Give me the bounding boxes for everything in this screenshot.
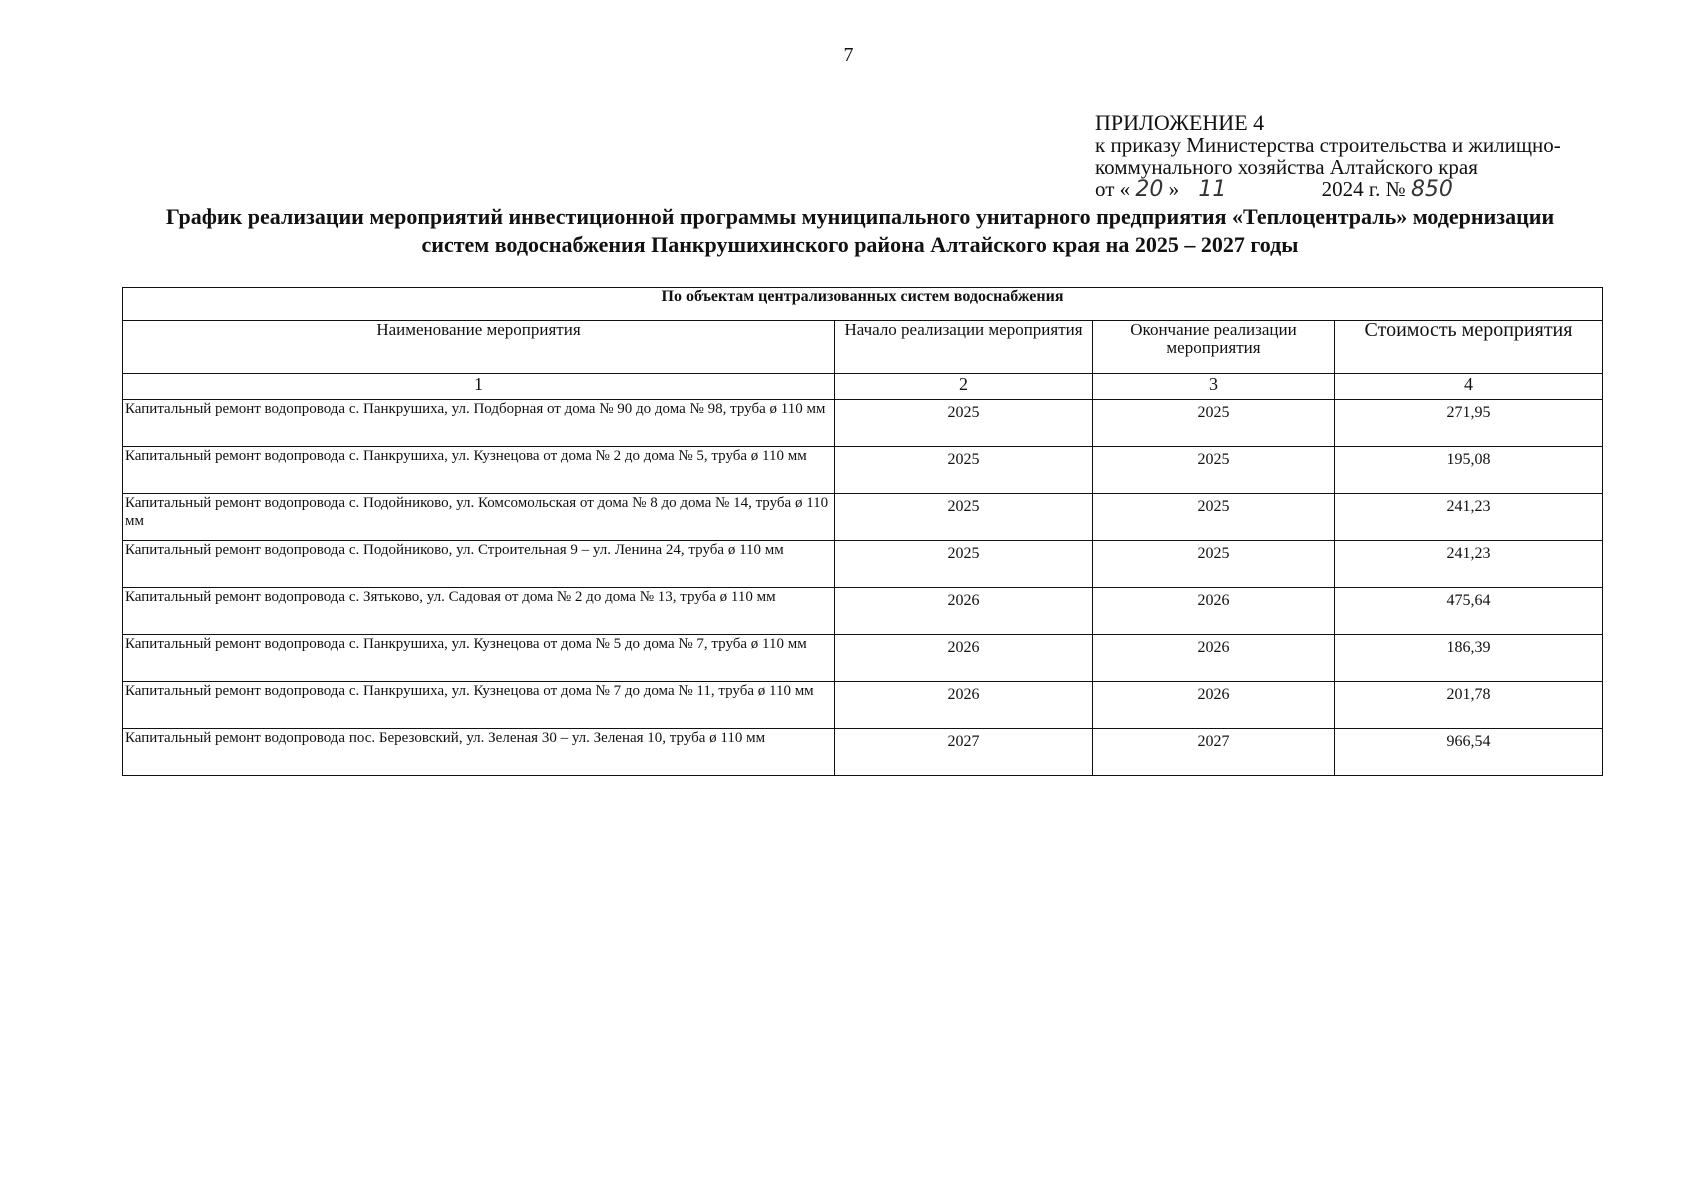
appendix-date-line bbox=[1095, 178, 1561, 201]
order-number: 850 bbox=[1410, 177, 1453, 202]
section-header-row bbox=[123, 288, 1603, 321]
table-row bbox=[123, 635, 1603, 682]
row-name: Капитальный ремонт водопровода с. Панкрушиха, ул. Подборная от дома № 90 до дома № 98, труба ø 110 мм bbox=[123, 400, 835, 447]
date-prefix: от « bbox=[1095, 177, 1131, 201]
page-number: 7 bbox=[843, 44, 854, 66]
row-start: 2025 bbox=[835, 400, 1093, 447]
row-name: Капитальный ремонт водопровода с. Панкрушиха, ул. Кузнецова от дома № 2 до дома № 5, труба ø 110 мм bbox=[123, 447, 835, 494]
row-end: 2026 bbox=[1093, 588, 1335, 635]
table-row bbox=[123, 447, 1603, 494]
column-number: 1 bbox=[123, 374, 835, 400]
appendix-title: ПРИЛОЖЕНИЕ 4 bbox=[1095, 110, 1265, 135]
row-cost: 966,54 bbox=[1335, 729, 1603, 776]
section-header: По объектам централизованных систем водоснабжения bbox=[123, 288, 1603, 321]
column-header-row bbox=[123, 321, 1603, 374]
row-cost: 195,08 bbox=[1335, 447, 1603, 494]
row-start: 2025 bbox=[835, 541, 1093, 588]
column-number-row bbox=[123, 374, 1603, 400]
row-cost: 186,39 bbox=[1335, 635, 1603, 682]
table-row bbox=[123, 588, 1603, 635]
title-line-2: систем водоснабжения Панкрушихинского района Алтайского края на 2025 – 2027 годы bbox=[421, 232, 1299, 257]
table-row bbox=[123, 729, 1603, 776]
row-end: 2025 bbox=[1093, 400, 1335, 447]
date-day: 20 bbox=[1135, 177, 1164, 202]
column-header-cost: Стоимость мероприятия bbox=[1335, 321, 1603, 374]
row-cost: 201,78 bbox=[1335, 682, 1603, 729]
table-row bbox=[123, 400, 1603, 447]
table-row bbox=[123, 682, 1603, 729]
row-end: 2026 bbox=[1093, 635, 1335, 682]
column-number: 3 bbox=[1093, 374, 1335, 400]
row-cost: 271,95 bbox=[1335, 400, 1603, 447]
row-end: 2026 bbox=[1093, 682, 1335, 729]
title-line-1: График реализации мероприятий инвестиционной программы муниципального унитарного предприятия «Теплоцентраль» модернизации bbox=[165, 204, 1555, 229]
row-name: Капитальный ремонт водопровода с. Подойниково, ул. Комсомольская от дома № 8 до дома № 14, труба ø 110 мм bbox=[123, 494, 835, 541]
row-start: 2026 bbox=[835, 588, 1093, 635]
date-mid: » bbox=[1168, 177, 1180, 201]
appendix-block bbox=[1095, 112, 1561, 201]
row-name: Капитальный ремонт водопровода с. Панкрушиха, ул. Кузнецова от дома № 5 до дома № 7, труба ø 110 мм bbox=[123, 635, 835, 682]
row-cost: 475,64 bbox=[1335, 588, 1603, 635]
table-row bbox=[123, 541, 1603, 588]
row-start: 2025 bbox=[835, 447, 1093, 494]
document-title bbox=[60, 203, 1660, 259]
row-name: Капитальный ремонт водопровода с. Панкрушиха, ул. Кузнецова от дома № 7 до дома № 11, труба ø 110 мм bbox=[123, 682, 835, 729]
row-cost: 241,23 bbox=[1335, 494, 1603, 541]
row-end: 2025 bbox=[1093, 494, 1335, 541]
row-end: 2025 bbox=[1093, 447, 1335, 494]
row-cost: 241,23 bbox=[1335, 541, 1603, 588]
date-year: 2024 г. № bbox=[1321, 177, 1406, 201]
appendix-line-2: коммунального хозяйства Алтайского края bbox=[1095, 155, 1478, 179]
column-header-end: Окончание реализации мероприятия bbox=[1093, 321, 1335, 374]
row-start: 2025 bbox=[835, 494, 1093, 541]
schedule-table bbox=[122, 287, 1603, 776]
table-row bbox=[123, 494, 1603, 541]
column-number: 2 bbox=[835, 374, 1093, 400]
row-end: 2025 bbox=[1093, 541, 1335, 588]
row-start: 2026 bbox=[835, 635, 1093, 682]
row-end: 2027 bbox=[1093, 729, 1335, 776]
appendix-line-1: к приказу Министерства строительства и жилищно- bbox=[1095, 133, 1561, 157]
column-header-name: Наименование мероприятия bbox=[123, 321, 835, 374]
row-name: Капитальный ремонт водопровода пос. Березовский, ул. Зеленая 30 – ул. Зеленая 10, труба ø 110 мм bbox=[123, 729, 835, 776]
row-start: 2027 bbox=[835, 729, 1093, 776]
column-number: 4 bbox=[1335, 374, 1603, 400]
row-name: Капитальный ремонт водопровода с. Зятьково, ул. Садовая от дома № 2 до дома № 13, труба ø 110 мм bbox=[123, 588, 835, 635]
row-start: 2026 bbox=[835, 682, 1093, 729]
row-name: Капитальный ремонт водопровода с. Подойниково, ул. Строительная 9 – ул. Ленина 24, труба ø 110 мм bbox=[123, 541, 835, 588]
column-header-start: Начало реализации мероприятия bbox=[835, 321, 1093, 374]
date-month: 11 bbox=[1198, 177, 1227, 202]
